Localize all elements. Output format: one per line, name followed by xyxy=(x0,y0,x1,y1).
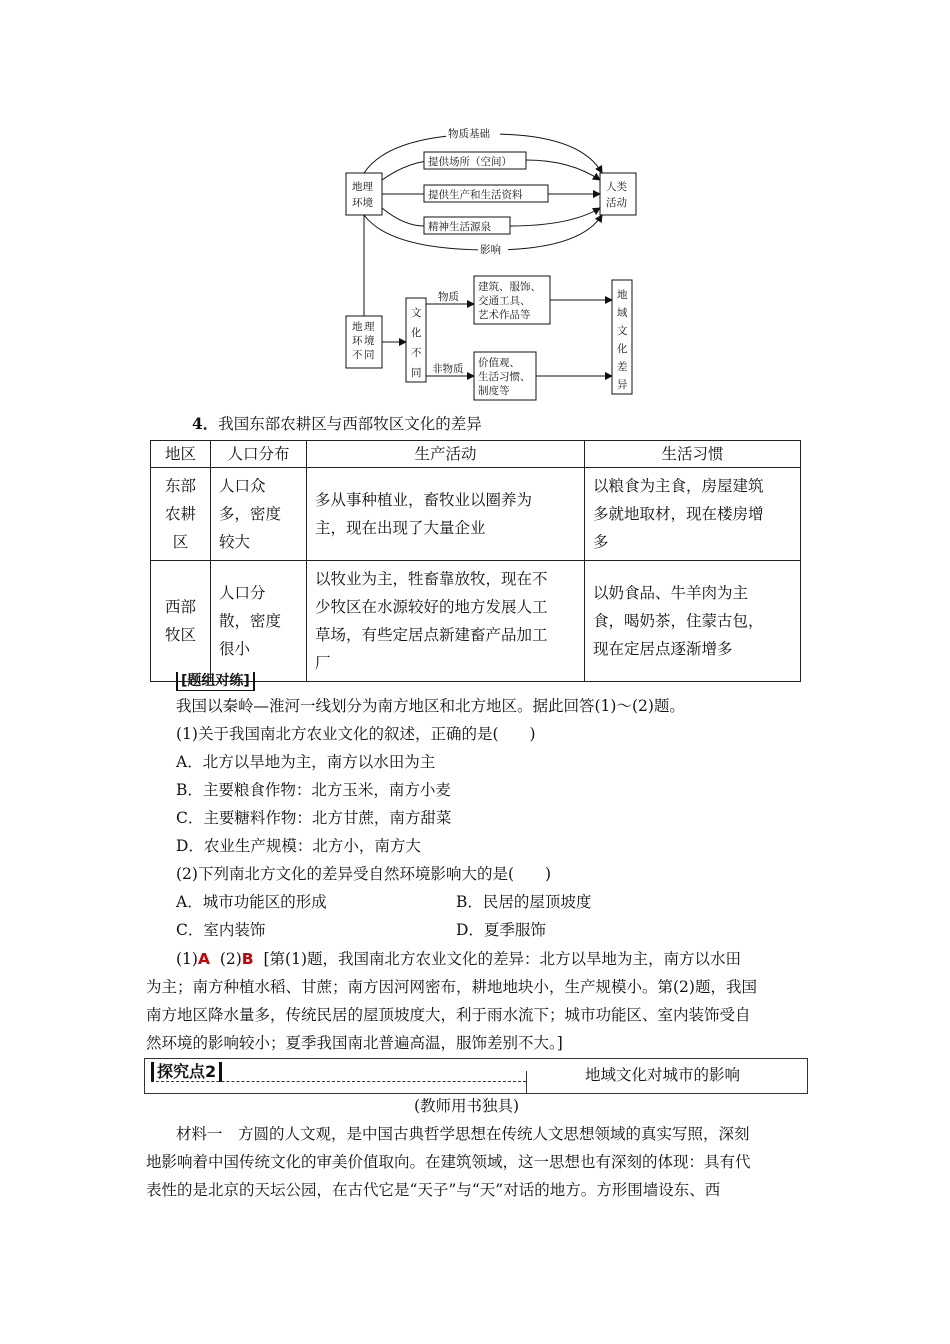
q1-option-d: D．农业生产规模：北方小，南方大 xyxy=(176,837,421,855)
answer-1-prefix: (1) xyxy=(176,950,198,968)
env-diff-1: 地 xyxy=(352,321,363,333)
topic-divider xyxy=(151,1081,526,1082)
regional-diff-5: 差 xyxy=(617,361,628,373)
culture-diff-4: 同 xyxy=(411,367,422,379)
env-diff-3: 环 xyxy=(352,335,363,347)
practice-intro: 我国以秦岭—淮河一线划分为南方地区和北方地区。据此回答(1)～(2)题。 xyxy=(176,697,685,715)
answer-line xyxy=(176,949,741,969)
explanation-line-3: 南方地区降水量多，传统民居的屋顶坡度大，利于雨水流下；城市功能区、室内装饰受自 xyxy=(146,1006,751,1024)
regional-diff-2: 域 xyxy=(617,307,628,319)
region-line: 农耕 xyxy=(164,505,196,523)
population-cell xyxy=(211,468,307,561)
material-item-2: 交通工具、 xyxy=(478,295,531,307)
region-line: 东部 xyxy=(164,477,196,495)
env-box-line1: 地理 xyxy=(352,181,373,193)
production-line: 草场，有些定居点新建畜产品加工 xyxy=(315,626,548,644)
box-place-text: 提供场所（空间） xyxy=(428,156,512,168)
life-line: 多 xyxy=(593,533,609,551)
practice-tag: [题组对练] xyxy=(176,672,255,691)
material-line-2: 地影响着中国传统文化的审美价值取向。在建筑领域，这一思想也有深刻的体现：具有代 xyxy=(146,1153,751,1171)
region-cell xyxy=(151,468,211,561)
production-line: 多从事种植业，畜牧业以圈养为 xyxy=(315,491,533,509)
table-header-row xyxy=(151,441,801,468)
population-line: 人口分 xyxy=(219,584,266,602)
table-row xyxy=(151,561,801,682)
answer-2: B xyxy=(241,950,254,968)
population-cell xyxy=(211,561,307,682)
human-box-line2: 活动 xyxy=(606,197,627,209)
production-cell xyxy=(307,561,585,682)
life-cell xyxy=(585,468,801,561)
env-diff-4: 境 xyxy=(364,335,375,347)
human-box-line1: 人类 xyxy=(606,181,627,193)
env-diff-5: 不 xyxy=(352,349,363,361)
material-line-3: 表性的是北京的天坛公园，在古代它是“天子”与“天”对话的地方。方形围墙设东、西 xyxy=(146,1181,721,1199)
life-line: 以奶食品、牛羊肉为主 xyxy=(593,584,749,602)
answer-1: A xyxy=(197,950,210,968)
box-resources-text: 提供生产和生活资料 xyxy=(428,189,523,201)
section-4-title xyxy=(192,414,482,434)
region-line: 区 xyxy=(172,533,189,551)
regional-diff-3: 文 xyxy=(617,325,628,337)
production-line: 主，现在出现了大量企业 xyxy=(315,519,486,537)
q2-option-a: A．城市功能区的形成 xyxy=(176,893,327,911)
env-diff-2: 理 xyxy=(364,321,375,333)
population-line: 散，密度 xyxy=(219,612,282,630)
label-material: 物质 xyxy=(438,291,459,303)
answer-2-prefix: (2) xyxy=(219,950,242,968)
production-line: 以牧业为主，牲畜靠放牧，现在不 xyxy=(315,570,548,588)
population-line: 较大 xyxy=(219,533,251,551)
region-cell xyxy=(151,561,211,682)
explanation-line-2: 为主；南方种植水稻、甘蔗；南方因河网密布，耕地地块小，生产规模小。第(2)题，我国 xyxy=(146,978,757,996)
explanation-line-1: [第(1)题，我国南北方农业文化的差异：北方以旱地为主，南方以水田 xyxy=(263,950,741,968)
header-life: 生活习惯 xyxy=(585,441,801,468)
q1-option-a: A．北方以旱地为主，南方以水田为主 xyxy=(176,753,436,771)
life-line: 以粮食为主食，房屋建筑 xyxy=(593,477,764,495)
population-line: 多，密度 xyxy=(219,505,282,523)
section-4-number: 4． xyxy=(192,414,219,433)
life-line: 食，喝奶茶，住蒙古包， xyxy=(593,612,764,630)
arc-material-label: 物质基础 xyxy=(448,128,490,140)
label-nonmaterial: 非物质 xyxy=(432,363,464,375)
population-line: 人口众 xyxy=(219,477,266,495)
question-1: (1)关于我国南北方农业文化的叙述，正确的是( ) xyxy=(176,725,536,743)
nonmaterial-item-3: 制度等 xyxy=(478,385,510,397)
env-box-line2: 环境 xyxy=(352,197,373,209)
regional-diff-6: 异 xyxy=(617,379,628,391)
explanation-line-4: 然环境的影响较小；夏季我国南北普遍高温，服饰差别不大。] xyxy=(146,1034,563,1052)
q2-option-b: B．民居的屋顶坡度 xyxy=(456,893,592,911)
material-item-3: 艺术作品等 xyxy=(478,309,531,321)
culture-diff-1: 文 xyxy=(411,307,422,319)
production-line: 厂 xyxy=(315,654,331,672)
q1-option-c: C．主要糖料作物：北方甘蔗，南方甜菜 xyxy=(176,809,452,827)
topic-header xyxy=(144,1058,808,1094)
region-line: 西部 xyxy=(164,598,196,616)
culture-diff-2: 化 xyxy=(411,327,422,339)
box-spirit-text: 精神生活源泉 xyxy=(428,221,491,233)
header-region: 地区 xyxy=(151,441,211,468)
production-cell xyxy=(307,468,585,561)
production-line: 少牧区在水源较好的地方发展人工 xyxy=(315,598,548,616)
teacher-note: (教师用书独具) xyxy=(414,1097,520,1115)
material-line-1: 材料一 方圆的人文观，是中国古典哲学思想在传统人文思想领域的真实写照，深刻 xyxy=(176,1125,750,1143)
topic-label: 探究点2 xyxy=(151,1062,222,1082)
life-line: 现在定居点逐渐增多 xyxy=(593,640,733,658)
header-production: 生产活动 xyxy=(307,441,585,468)
regional-diff-4: 化 xyxy=(617,343,628,355)
topic-title: 地域文化对城市的影响 xyxy=(585,1066,741,1084)
comparison-table xyxy=(150,440,801,682)
env-diff-6: 同 xyxy=(364,349,375,361)
q2-option-d: D．夏季服饰 xyxy=(456,921,546,939)
q2-option-c: C．室内装饰 xyxy=(176,921,266,939)
life-line: 多就地取材，现在楼房增 xyxy=(593,505,764,523)
culture-diff-3: 不 xyxy=(411,347,422,359)
section-4-text: 我国东部农耕区与西部牧区文化的差异 xyxy=(218,415,482,433)
culture-diagram xyxy=(330,118,650,408)
region-line: 牧区 xyxy=(164,626,196,644)
topic-divider-tick xyxy=(526,1071,527,1093)
question-2: (2)下列南北方文化的差异受自然环境影响大的是( ) xyxy=(176,865,552,883)
table-row xyxy=(151,468,801,561)
nonmaterial-item-2: 生活习惯、 xyxy=(478,371,531,383)
arc-influence-label: 影响 xyxy=(480,244,501,256)
q1-option-b: B．主要粮食作物：北方玉米，南方小麦 xyxy=(176,781,451,799)
regional-diff-1: 地 xyxy=(617,289,628,301)
material-item-1: 建筑、服饰、 xyxy=(478,281,541,293)
life-cell xyxy=(585,561,801,682)
header-population: 人口分布 xyxy=(211,441,307,468)
population-line: 很小 xyxy=(219,640,251,658)
nonmaterial-item-1: 价值观、 xyxy=(478,357,520,369)
